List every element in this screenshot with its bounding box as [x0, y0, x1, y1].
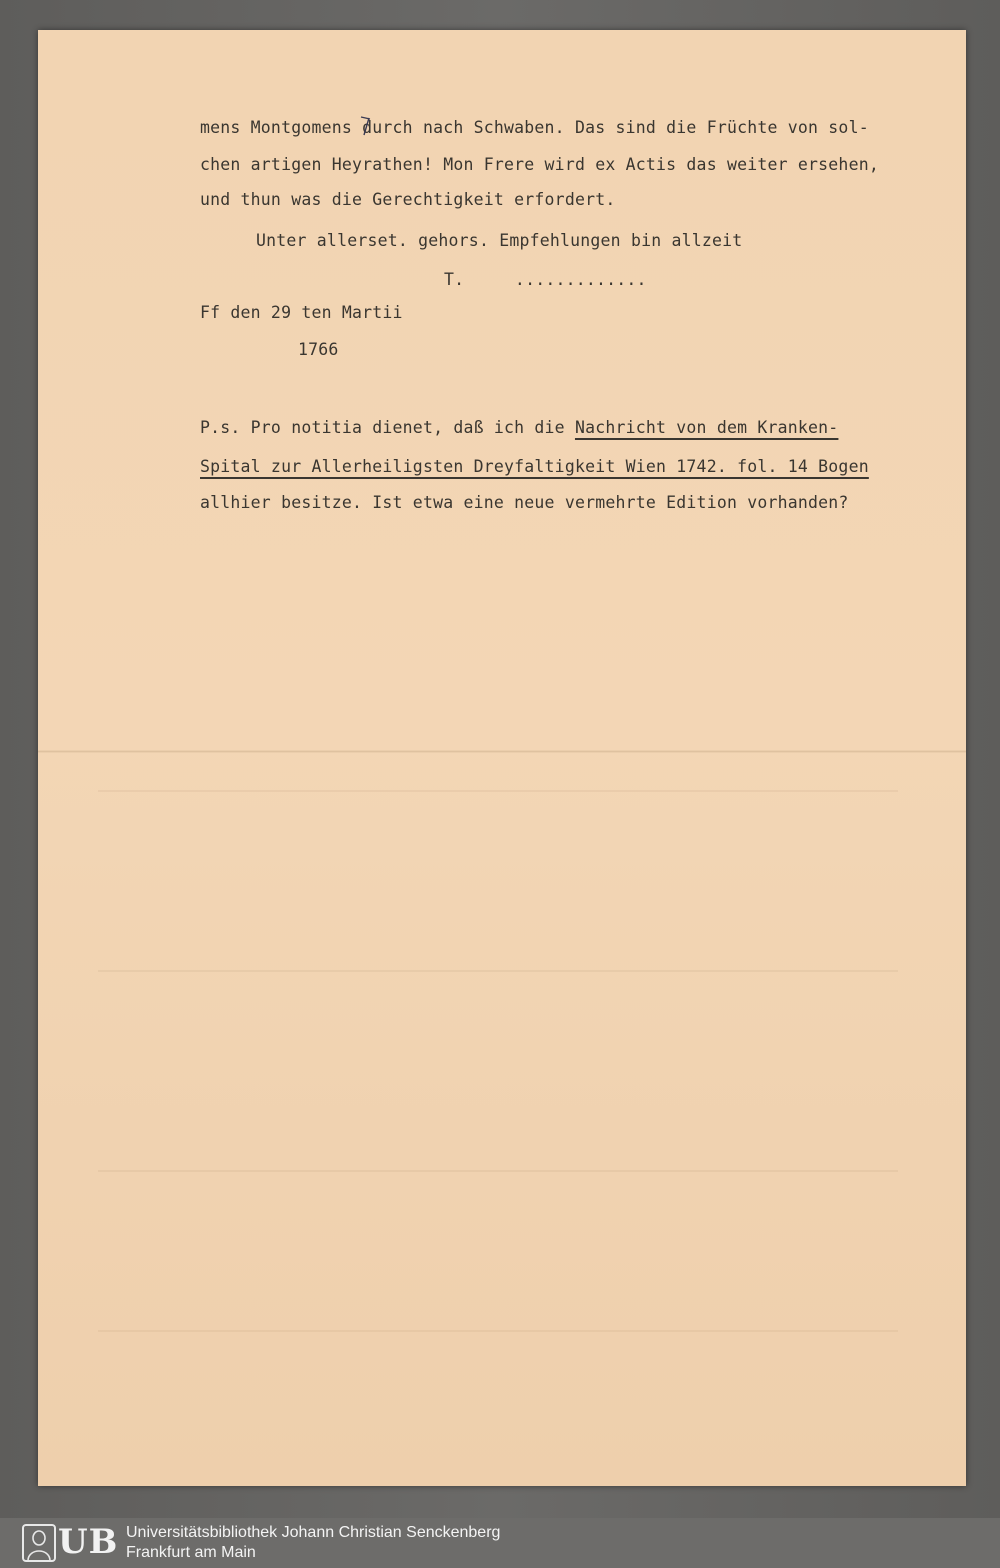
footer-bar — [0, 1518, 1000, 1568]
letter-line-3: und thun was die Gerechtigkeit erfordert. — [200, 190, 616, 209]
postscript-line-1 — [200, 418, 838, 437]
letter-line-2: chen artigen Heyrathen! Mon Frere wird ex Actis das weiter ersehen, — [200, 155, 879, 174]
signature-line: T. ............. — [444, 270, 647, 289]
portrait-emblem-icon — [22, 1524, 56, 1562]
bleed-through — [98, 1170, 898, 1172]
logo-text: UB — [58, 1522, 119, 1562]
year-line: 1766 — [298, 340, 339, 359]
letter-line-1: mens Montgomens durch nach Schwaben. Das sind die Früchte von sol- — [200, 118, 869, 137]
institution-name: Universitätsbibliothek Johann Christian Senckenberg — [126, 1524, 501, 1541]
date-line: Ff den 29 ten Martii — [200, 303, 403, 322]
underlined-title: Nachricht von dem Kranken- — [574, 418, 839, 437]
closing-line: Unter allerset. gehors. Empfehlungen bin allzeit — [256, 231, 743, 250]
postscript-line-2: Spital zur Allerheiligsten Dreyfaltigkeit Wien 1742. fol. 14 Bogen — [200, 457, 869, 476]
library-logo — [22, 1524, 122, 1562]
postscript-text: P.s. Pro notitia dienet, daß ich die — [200, 418, 575, 437]
handwritten-mark — [358, 113, 374, 137]
bleed-through — [98, 790, 898, 792]
paper-fold — [38, 750, 966, 753]
bleed-through — [98, 1330, 898, 1332]
bleed-through — [98, 970, 898, 972]
institution-city: Frankfurt am Main — [126, 1544, 256, 1561]
postscript-line-3: allhier besitze. Ist etwa eine neue vermehrte Edition vorhanden? — [200, 493, 849, 512]
